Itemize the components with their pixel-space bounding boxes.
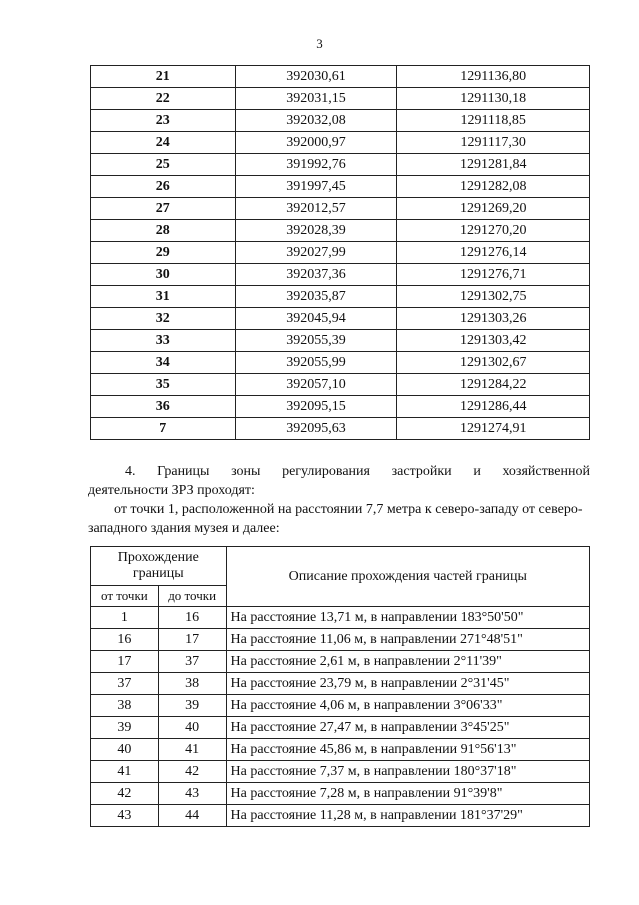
to-point-cell: 17 xyxy=(158,629,226,651)
description-cell: На расстояние 11,28 м, в направлении 181°37'29" xyxy=(226,805,590,827)
point-number-cell: 34 xyxy=(91,352,236,374)
point-number-cell: 26 xyxy=(91,176,236,198)
point-number-cell: 35 xyxy=(91,374,236,396)
table-row xyxy=(91,88,590,110)
from-point-cell: 1 xyxy=(91,607,159,629)
heading-word: застройки xyxy=(391,464,452,479)
table-row xyxy=(91,220,590,242)
x-coordinate-cell: 392031,15 xyxy=(235,88,397,110)
coordinates-table xyxy=(90,65,590,440)
table-row xyxy=(91,761,590,783)
description-cell: На расстояние 2,61 м, в направлении 2°11'39" xyxy=(226,651,590,673)
from-point-cell: 16 xyxy=(91,629,159,651)
heading-word: регулирования xyxy=(282,464,370,479)
description-cell: На расстояние 4,06 м, в направлении 3°06'33" xyxy=(226,695,590,717)
y-coordinate-cell: 1291269,20 xyxy=(397,198,590,220)
point-number-cell: 27 xyxy=(91,198,236,220)
from-point-cell: 41 xyxy=(91,761,159,783)
to-point-cell: 42 xyxy=(158,761,226,783)
section-4-line-2: деятельности ЗРЗ проходят: xyxy=(88,483,255,498)
point-number-cell: 22 xyxy=(91,88,236,110)
table-row xyxy=(91,651,590,673)
table-row xyxy=(91,154,590,176)
table-row xyxy=(91,110,590,132)
y-coordinate-cell: 1291281,84 xyxy=(397,154,590,176)
to-point-cell: 38 xyxy=(158,673,226,695)
header-boundary-passage: Прохождение границы xyxy=(91,547,227,586)
section-4-line-1 xyxy=(88,462,590,481)
point-number-cell: 25 xyxy=(91,154,236,176)
table-row xyxy=(91,805,590,827)
point-number-cell: 23 xyxy=(91,110,236,132)
header-description: Описание прохождения частей границы xyxy=(226,547,590,607)
section-4-paragraph: от точки 1, расположенной на расстоянии 7,7 метра к северо-западу от северо-западного здания музея и далее: xyxy=(88,502,583,536)
point-number-cell: 32 xyxy=(91,308,236,330)
table-row xyxy=(91,176,590,198)
description-cell: На расстояние 7,37 м, в направлении 180°37'18" xyxy=(226,761,590,783)
table-row xyxy=(91,629,590,651)
heading-word: Границы xyxy=(157,464,210,479)
to-point-cell: 44 xyxy=(158,805,226,827)
x-coordinate-cell: 392055,99 xyxy=(235,352,397,374)
x-coordinate-cell: 391992,76 xyxy=(235,154,397,176)
boundary-table xyxy=(90,546,590,827)
y-coordinate-cell: 1291130,18 xyxy=(397,88,590,110)
x-coordinate-cell: 392037,36 xyxy=(235,264,397,286)
to-point-cell: 16 xyxy=(158,607,226,629)
header-to-point: до точки xyxy=(158,586,226,607)
x-coordinate-cell: 392095,15 xyxy=(235,396,397,418)
from-point-cell: 38 xyxy=(91,695,159,717)
description-cell: На расстояние 7,28 м, в направлении 91°39'8" xyxy=(226,783,590,805)
table-row xyxy=(91,198,590,220)
table-row xyxy=(91,308,590,330)
from-point-cell: 43 xyxy=(91,805,159,827)
x-coordinate-cell: 391997,45 xyxy=(235,176,397,198)
table-row xyxy=(91,673,590,695)
description-cell: На расстояние 27,47 м, в направлении 3°45'25" xyxy=(226,717,590,739)
to-point-cell: 43 xyxy=(158,783,226,805)
table-row xyxy=(91,717,590,739)
table-row xyxy=(91,286,590,308)
table-row xyxy=(91,330,590,352)
header-from-point: от точки xyxy=(91,586,159,607)
x-coordinate-cell: 392012,57 xyxy=(235,198,397,220)
section-4-heading xyxy=(88,462,590,500)
point-number-cell: 30 xyxy=(91,264,236,286)
description-cell: На расстояние 23,79 м, в направлении 2°31'45" xyxy=(226,673,590,695)
point-number-cell: 29 xyxy=(91,242,236,264)
y-coordinate-cell: 1291136,80 xyxy=(397,66,590,88)
x-coordinate-cell: 392035,87 xyxy=(235,286,397,308)
x-coordinate-cell: 392000,97 xyxy=(235,132,397,154)
y-coordinate-cell: 1291276,14 xyxy=(397,242,590,264)
description-cell: На расстояние 11,06 м, в направлении 271°48'51" xyxy=(226,629,590,651)
y-coordinate-cell: 1291270,20 xyxy=(397,220,590,242)
point-number-cell: 28 xyxy=(91,220,236,242)
description-cell: На расстояние 45,86 м, в направлении 91°56'13" xyxy=(226,739,590,761)
point-number-cell: 7 xyxy=(91,418,236,440)
from-point-cell: 40 xyxy=(91,739,159,761)
point-number-cell: 31 xyxy=(91,286,236,308)
x-coordinate-cell: 392095,63 xyxy=(235,418,397,440)
y-coordinate-cell: 1291274,91 xyxy=(397,418,590,440)
heading-word: и xyxy=(473,464,481,479)
x-coordinate-cell: 392045,94 xyxy=(235,308,397,330)
x-coordinate-cell: 392032,08 xyxy=(235,110,397,132)
to-point-cell: 40 xyxy=(158,717,226,739)
point-number-cell: 24 xyxy=(91,132,236,154)
table-row xyxy=(91,242,590,264)
x-coordinate-cell: 392027,99 xyxy=(235,242,397,264)
from-point-cell: 17 xyxy=(91,651,159,673)
point-number-cell: 36 xyxy=(91,396,236,418)
table-row xyxy=(91,66,590,88)
y-coordinate-cell: 1291117,30 xyxy=(397,132,590,154)
table-row xyxy=(91,132,590,154)
x-coordinate-cell: 392055,39 xyxy=(235,330,397,352)
to-point-cell: 41 xyxy=(158,739,226,761)
y-coordinate-cell: 1291276,71 xyxy=(397,264,590,286)
table-row xyxy=(91,607,590,629)
table-row xyxy=(91,352,590,374)
y-coordinate-cell: 1291282,08 xyxy=(397,176,590,198)
y-coordinate-cell: 1291303,26 xyxy=(397,308,590,330)
y-coordinate-cell: 1291284,22 xyxy=(397,374,590,396)
y-coordinate-cell: 1291302,75 xyxy=(397,286,590,308)
point-number-cell: 33 xyxy=(91,330,236,352)
point-number-cell: 21 xyxy=(91,66,236,88)
y-coordinate-cell: 1291303,42 xyxy=(397,330,590,352)
x-coordinate-cell: 392030,61 xyxy=(235,66,397,88)
heading-word: 4. xyxy=(125,464,136,479)
heading-word: зоны xyxy=(231,464,261,479)
y-coordinate-cell: 1291118,85 xyxy=(397,110,590,132)
page-number: 3 xyxy=(316,36,323,51)
x-coordinate-cell: 392057,10 xyxy=(235,374,397,396)
to-point-cell: 37 xyxy=(158,651,226,673)
table-row xyxy=(91,739,590,761)
to-point-cell: 39 xyxy=(158,695,226,717)
x-coordinate-cell: 392028,39 xyxy=(235,220,397,242)
table-row xyxy=(91,374,590,396)
from-point-cell: 42 xyxy=(91,783,159,805)
table-row xyxy=(91,418,590,440)
heading-word: хозяйственной xyxy=(502,464,590,479)
y-coordinate-cell: 1291286,44 xyxy=(397,396,590,418)
table-row xyxy=(91,396,590,418)
description-cell: На расстояние 13,71 м, в направлении 183°50'50" xyxy=(226,607,590,629)
from-point-cell: 39 xyxy=(91,717,159,739)
table-row xyxy=(91,264,590,286)
table-row xyxy=(91,783,590,805)
y-coordinate-cell: 1291302,67 xyxy=(397,352,590,374)
table-row xyxy=(91,695,590,717)
from-point-cell: 37 xyxy=(91,673,159,695)
